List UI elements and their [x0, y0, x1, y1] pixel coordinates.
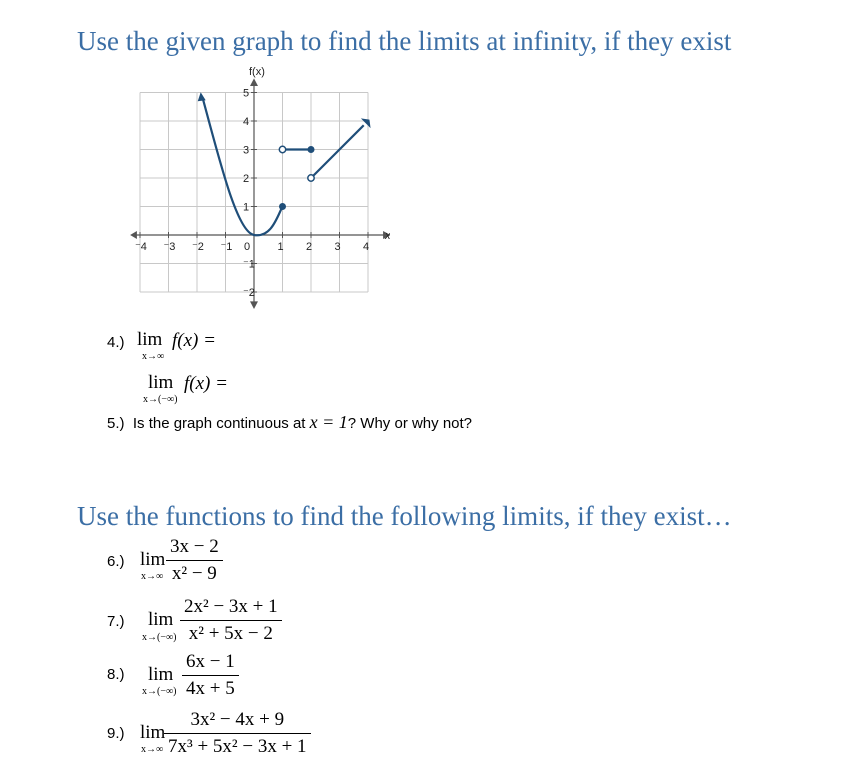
- question-9-number: 9.): [107, 725, 125, 742]
- q6-sub: x→∞: [141, 571, 164, 582]
- q9-sub: x→∞: [141, 744, 164, 755]
- q8-denominator: 4x + 5: [182, 675, 239, 700]
- y-tick-label: 1: [243, 201, 250, 214]
- y-axis-arrow-down: [251, 302, 257, 308]
- y-tick-label: 4: [243, 116, 250, 128]
- question-5-math: x = 1: [309, 412, 348, 432]
- q7-denominator: x² + 5x − 2: [180, 620, 282, 645]
- q6-lim: lim: [140, 549, 166, 570]
- question-5-text-after: ? Why or why not?: [347, 415, 473, 432]
- curve-left-arrow: [198, 92, 206, 101]
- question-5-number: 5.): [107, 415, 125, 432]
- q8-sub: x→(−∞): [142, 686, 177, 697]
- q6-denominator: x² − 9: [166, 560, 223, 585]
- question-5-text: Is the graph continuous at: [132, 415, 306, 432]
- y-tick-label: ⁻2: [243, 287, 255, 299]
- x-tick-label: 0: [244, 241, 251, 253]
- section-heading-graph: Use the given graph to find the limits at infinity, if they exist: [77, 26, 732, 56]
- x-tick-label: ⁻2: [192, 241, 204, 253]
- y-tick-label: 3: [243, 144, 250, 157]
- q9-denominator: 7x³ + 5x² − 3x + 1: [164, 733, 311, 758]
- closed-point-2-3: [308, 146, 315, 153]
- q9-fraction: [164, 709, 311, 758]
- x-tick-label: ⁻4: [135, 241, 147, 253]
- x-tick-label: 3: [334, 241, 341, 253]
- x-axis-label: x: [385, 230, 390, 242]
- q8-numerator: 6x − 1: [186, 651, 235, 672]
- y-tick-label: 5: [243, 87, 250, 100]
- y-tick-label: ⁻1: [243, 258, 255, 271]
- question-8-number: 8.): [107, 666, 125, 683]
- q4-sub-2: x→(−∞): [143, 394, 178, 405]
- x-tick-label: ⁻1: [220, 241, 233, 253]
- rising-line: [311, 125, 364, 178]
- q6-fraction: [166, 536, 223, 585]
- question-5: [107, 412, 472, 433]
- x-tick-label: ⁻3: [163, 241, 176, 253]
- q8-fraction: [182, 651, 239, 700]
- q9-numerator: 3x² − 4x + 9: [190, 709, 285, 730]
- x-axis-arrow-left: [131, 232, 136, 238]
- x-tick-label: 1: [277, 241, 284, 253]
- question-7-number: 7.): [107, 613, 125, 630]
- q4-sub-1: x→∞: [142, 351, 165, 362]
- x-tick-label: 4: [363, 241, 370, 253]
- q6-numerator: 3x − 2: [170, 536, 219, 557]
- q7-numerator: 2x² − 3x + 1: [184, 596, 278, 617]
- x-tick-label: 2: [306, 241, 313, 253]
- function-graph: [120, 60, 390, 310]
- q4-lim-1: lim: [137, 329, 163, 350]
- y-axis-arrow-up: [251, 80, 257, 86]
- q4-expr-2: f(x) =: [184, 373, 228, 394]
- q7-lim: lim: [148, 609, 174, 630]
- y-axis-label: f(x): [249, 66, 265, 78]
- y-tick-label: 2: [243, 173, 250, 185]
- q7-fraction: [180, 596, 282, 645]
- open-point-2-2: [308, 175, 314, 181]
- question-6-number: 6.): [107, 553, 125, 570]
- q4-lim-2: lim: [148, 372, 174, 393]
- section-heading-functions: Use the functions to find the following limits, if they exist…: [77, 501, 732, 531]
- q8-lim: lim: [148, 664, 174, 685]
- question-4-number: 4.): [107, 334, 125, 351]
- closed-point-1-1: [279, 203, 286, 210]
- open-point-1-3: [279, 146, 285, 152]
- q4-expr-1: f(x) =: [172, 330, 216, 351]
- q7-sub: x→(−∞): [142, 632, 177, 643]
- q9-lim: lim: [140, 722, 166, 743]
